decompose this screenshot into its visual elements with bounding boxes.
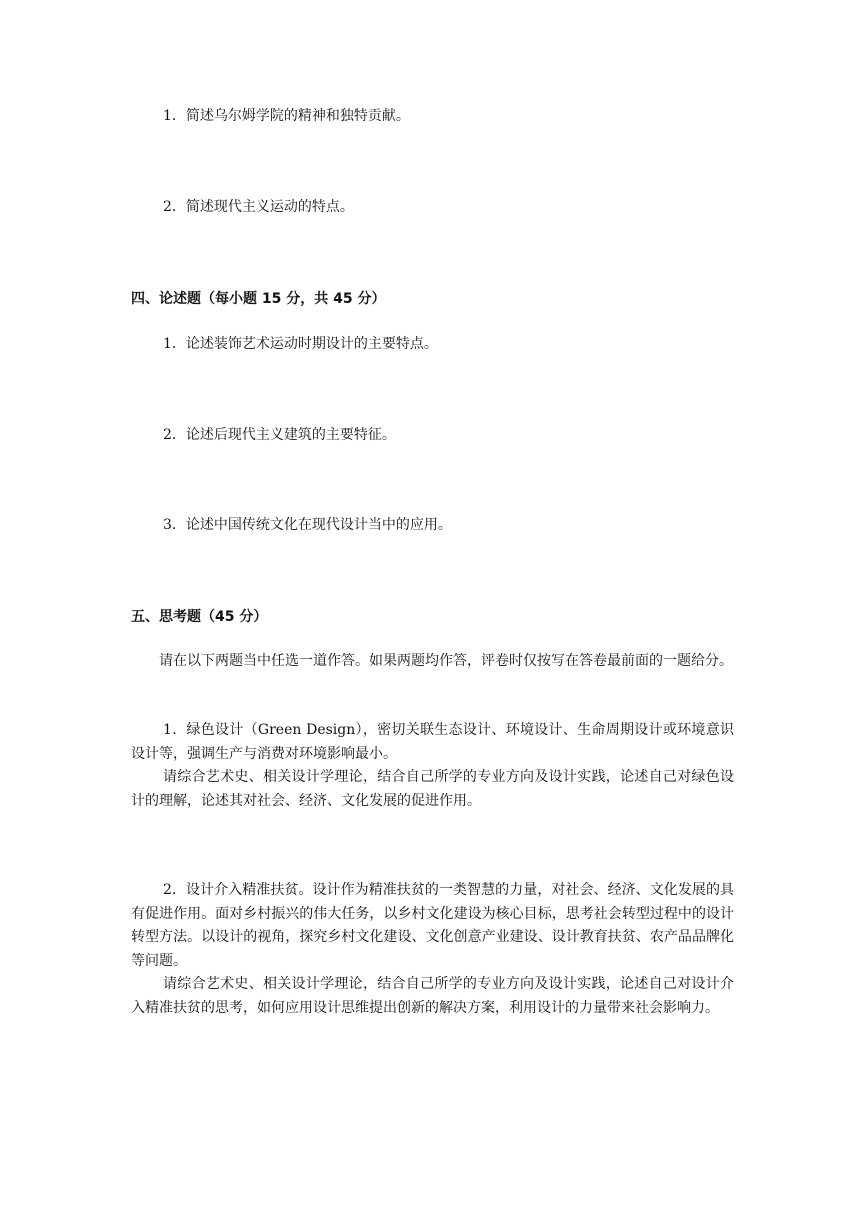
section-5-instruction: 请在以下两题当中任选一道作答。如果两题均作答，评卷时仅按写在答卷最前面的一题给分。 xyxy=(159,653,733,669)
question-3-2: 2．简述现代主义运动的特点。 xyxy=(163,199,354,215)
question-5-2-task: 请综合艺术史、相关设计学理论，结合自己所学的专业方向及设计实践，论述自己对设计介入精准扶贫的思考，如何应用设计思维提出创新的解决方案，利用设计的力量带来社会影响力。 xyxy=(131,976,734,1016)
question-3-1: 1．简述乌尔姆学院的精神和独特贡献。 xyxy=(163,108,410,124)
question-4-1: 1．论述装饰艺术运动时期设计的主要特点。 xyxy=(163,336,438,352)
question-5-2-intro: 2．设计介入精准扶贫。设计作为精准扶贫的一类智慧的力量，对社会、经济、文化发展的具有促进作用。面对乡村振兴的伟大任务，以乡村文化建设为核心目标，思考社会转型过程中的设计转型方法。以设计的视角，探究乡村文化建设、文化创意产业建设、设计教育扶贫、农产品品牌化等问题。 xyxy=(131,882,734,969)
question-4-3: 3．论述中国传统文化在现代设计当中的应用。 xyxy=(163,517,452,533)
section-5-heading: 五、思考题（45 分） xyxy=(131,609,268,625)
question-5-1-task: 请综合艺术史、相关设计学理论，结合自己所学的专业方向及设计实践，论述自己对绿色设计的理解，论述其对社会、经济、文化发展的促进作用。 xyxy=(131,769,734,809)
question-4-2: 2．论述后现代主义建筑的主要特征。 xyxy=(163,427,396,443)
section-4-heading: 四、论述题（每小题 15 分，共 45 分） xyxy=(131,291,386,307)
question-5-1-intro: 1．绿色设计（Green Design），密切关联生态设计、环境设计、生命周期设计或环境意识设计等，强调生产与消费对环境影响最小。 xyxy=(131,722,734,762)
